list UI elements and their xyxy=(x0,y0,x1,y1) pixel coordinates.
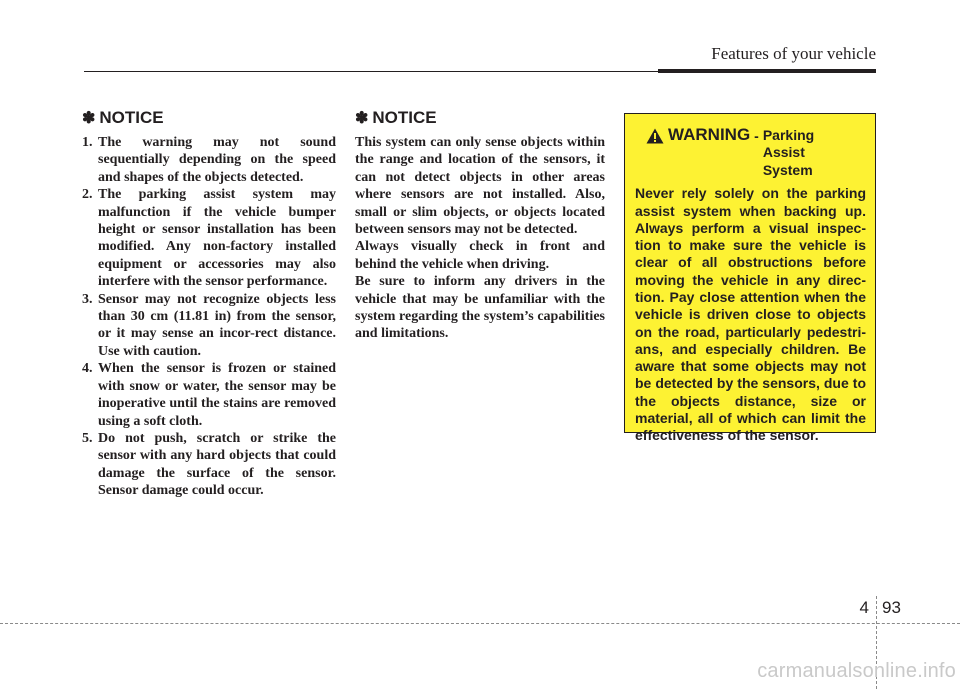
notice-body xyxy=(355,134,605,343)
notice-heading-label: NOTICE xyxy=(372,108,437,127)
notice-item-text: The parking assist system may malfunction if the vehicle bumper height or sensor installation has been modified. Any non-factory installed equipment or accessories may also interfere with the sensor performance. xyxy=(98,187,336,290)
warning-header xyxy=(635,125,866,179)
notice-list-item xyxy=(82,430,336,500)
warning-label: WARNING xyxy=(668,125,751,144)
notice-list xyxy=(82,134,336,500)
notice-paragraph: Always visually check in front and behind the vehicle when driving. xyxy=(355,239,605,272)
notice-item-text: Do not push, scratch or strike the sensor with any hard objects that could damage the surface of the sensor. Sensor damage could occur. xyxy=(98,430,336,499)
notice-item-number: 2. xyxy=(82,187,93,203)
notice-paragraph: Be sure to inform any drivers in the vehicle that may be unfamiliar with the system regarding the system’s capabilities and limitations. xyxy=(355,274,605,342)
notice-item-number: 5. xyxy=(82,430,93,446)
notice-item-text: When the sensor is frozen or stained with snow or water, the sensor may be inoperative until the stains are removed using a soft cloth. xyxy=(98,361,336,429)
notice-star-icon: ✽ xyxy=(82,110,96,127)
notice-left-section xyxy=(82,108,336,500)
notice-list-item xyxy=(82,186,336,290)
page-number: 93 xyxy=(882,598,901,617)
notice-list-item xyxy=(82,291,336,361)
notice-list-item xyxy=(82,134,336,186)
notice-star-icon: ✽ xyxy=(355,110,369,127)
notice-heading-right xyxy=(355,108,605,128)
notice-list-item xyxy=(82,360,336,430)
chapter-number: 4 xyxy=(859,598,869,617)
notice-right-section xyxy=(355,108,605,343)
notice-paragraph: This system can only sense objects within the range and location of the sensors, it can not detect objects in other areas where sensors are not installed. Also, small or slim objects, or objects located between sensors may not be detected. xyxy=(355,135,605,238)
notice-heading-label: NOTICE xyxy=(99,108,164,127)
page-header-title: Features of your vehicle xyxy=(711,44,876,63)
header-rule-accent xyxy=(658,69,876,73)
warning-subtitle: Parking Assist System xyxy=(762,127,815,178)
warning-dash: - xyxy=(754,128,759,144)
notice-heading-left xyxy=(82,108,336,128)
notice-item-number: 3. xyxy=(82,291,93,307)
notice-item-number: 1. xyxy=(82,135,93,150)
warning-box xyxy=(624,113,876,444)
notice-item-text: Sensor may not recognize objects less than 30 cm (11.81 in) from the sensor, or it may sense an incor-rect distance. Use with caution. xyxy=(98,291,336,359)
footer-rule xyxy=(0,623,960,624)
notice-item-number: 4. xyxy=(82,361,93,377)
watermark: carmanualsonline.info xyxy=(757,660,956,682)
warning-text: Never rely solely on the parking assist system when backing up. Always perform a visual inspec-tion to make sure the vehicle is clear of all obstructions before moving the vehicle in any direc-tion. Pay close attention when the vehicle is driven close to objects on the road, particularly pedestri-ans, and especially children. Be aware that some objects may not be detected by the sensors, due to the objects distance, size or material, all of which can limit the effectiveness of the sensor. xyxy=(635,185,866,444)
notice-item-text: The warning may not sound sequentially depending on the speed and shapes of the objects detected. xyxy=(98,135,336,185)
warning-triangle-icon xyxy=(646,128,664,144)
